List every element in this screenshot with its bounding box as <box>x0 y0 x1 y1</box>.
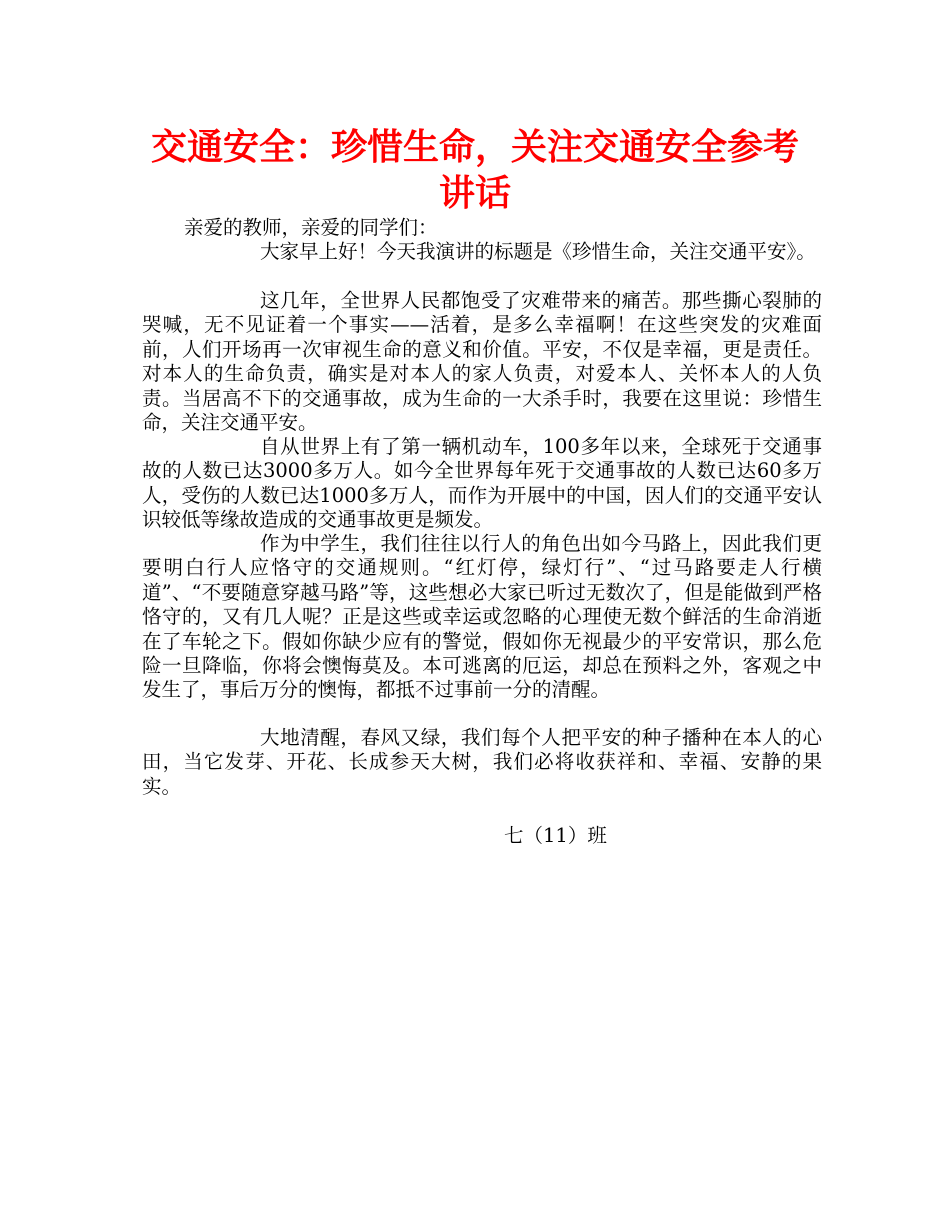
paragraph-statistics: 自从世界上有了第一辆机动车，100多年以来，全球死于交通事故的人数已达3000多万人。如今全世界每年死于交通事故的人数已达60多万人，受伤的人数已达1000多万人，而作为开展中的中国，因人们的交通平安认识较低等缘故造成的交通事故更是频发。 <box>142 435 822 532</box>
signature-class: 七（11）班 <box>504 824 607 847</box>
paragraph-disasters: 这几年，全世界人民都饱受了灾难带来的痛苦。那些撕心裂肺的哭喊，无不见证着一个事实——活着，是多么幸福啊！在这些突发的灾难面前，人们开场再一次审视生命的意义和价值。平安，不仅是幸福，更是责任。对本人的生命负责，确实是对本人的家人负责，对爱本人、关怀本人的人负责。当居高不下的交通事故，成为生命的一大杀手时，我要在这里说：珍惜生命，关注交通平安。 <box>142 289 822 435</box>
document-title-line-1: 交通安全：珍惜生命，关注交通安全参考 <box>150 127 799 168</box>
salutation: 亲爱的教师，亲爱的同学们： <box>184 216 438 239</box>
paragraph-closing: 大地清醒，春风又绿，我们每个人把平安的种子播种在本人的心田，当它发芽、开花、长成参天大树，我们必将收获祥和、幸福、安静的果实。 <box>142 726 822 798</box>
paragraph-greeting: 大家早上好！今天我演讲的标题是《珍惜生命，关注交通平安》。 <box>260 240 816 263</box>
document-title-line-2: 讲话 <box>438 173 511 214</box>
paragraph-traffic-rules: 作为中学生，我们往往以行人的角色出如今马路上，因此我们更要明白行人应恪守的交通规则。“红灯停，绿灯行”、“过马路要走人行横道”、“不要随意穿越马路”等，这些想必大家已听过无数次了，但是能做到严格恪守的，又有几人呢？正是这些或幸运或忽略的心理使无数个鲜活的生命消逝在了车轮之下。假如你缺少应有的警觉，假如你无视最少的平安常识，那么危险一旦降临，你将会懊悔莫及。本可逃离的厄运，却总在预料之外，客观之中发生了，事后万分的懊悔，都抵不过事前一分的清醒。 <box>142 532 822 702</box>
